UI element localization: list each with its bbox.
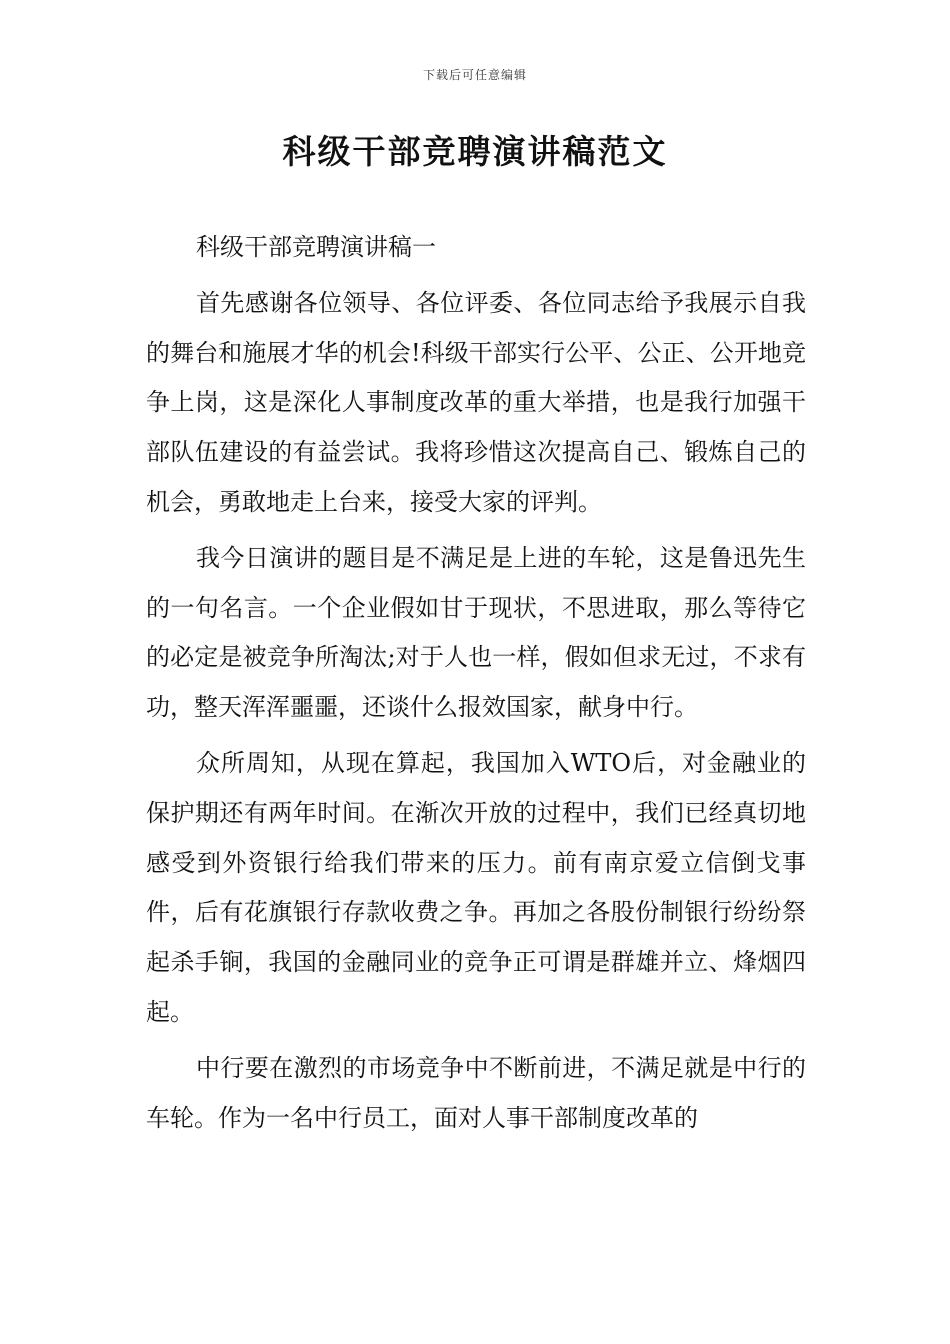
document-title: 科级干部竞聘演讲稿范文: [282, 132, 668, 171]
paragraph: 众所周知，从现在算起，我国加入WTO后，对金融业的保护期还有两年时间。在渐次开放的过程中，我们已经真切地感受到外资银行给我们带来的压力。前有南京爱立信倒戈事件，后有花旗银行存款收费之争。再加之各股份制银行纷纷祭起杀手锏，我国的金融同业的竞争正可谓是群雄并立、烽烟四起。: [146, 748, 806, 1026]
paragraph: 首先感谢各位领导、各位评委、各位同志给予我展示自我的舞台和施展才华的机会!科级干部实行公平、公正、公开地竞争上岗，这是深化人事制度改革的重大举措，也是我行加强干部队伍建设的有益尝试。我将珍惜这次提高自己、锻炼自己的机会，勇敢地走上台来，接受大家的评判。: [146, 288, 806, 516]
paragraph: 中行要在激烈的市场竞争中不断前进，不满足就是中行的车轮。作为一名中行员工，面对人事干部制度改革的: [146, 1053, 806, 1132]
document-body: [146, 223, 806, 1143]
section-subheading: 科级干部竞聘演讲稿一: [196, 233, 436, 261]
header-note: 下载后可任意编辑: [422, 68, 527, 82]
paragraph: 我今日演讲的题目是不满足是上进的车轮，这是鲁迅先生的一句名言。一个企业假如甘于现状，不思进取，那么等待它的必定是被竞争所淘汰;对于人也一样，假如但求无过，不求有功，整天浑浑噩噩，还谈什么报效国家，献身中行。: [146, 543, 806, 722]
